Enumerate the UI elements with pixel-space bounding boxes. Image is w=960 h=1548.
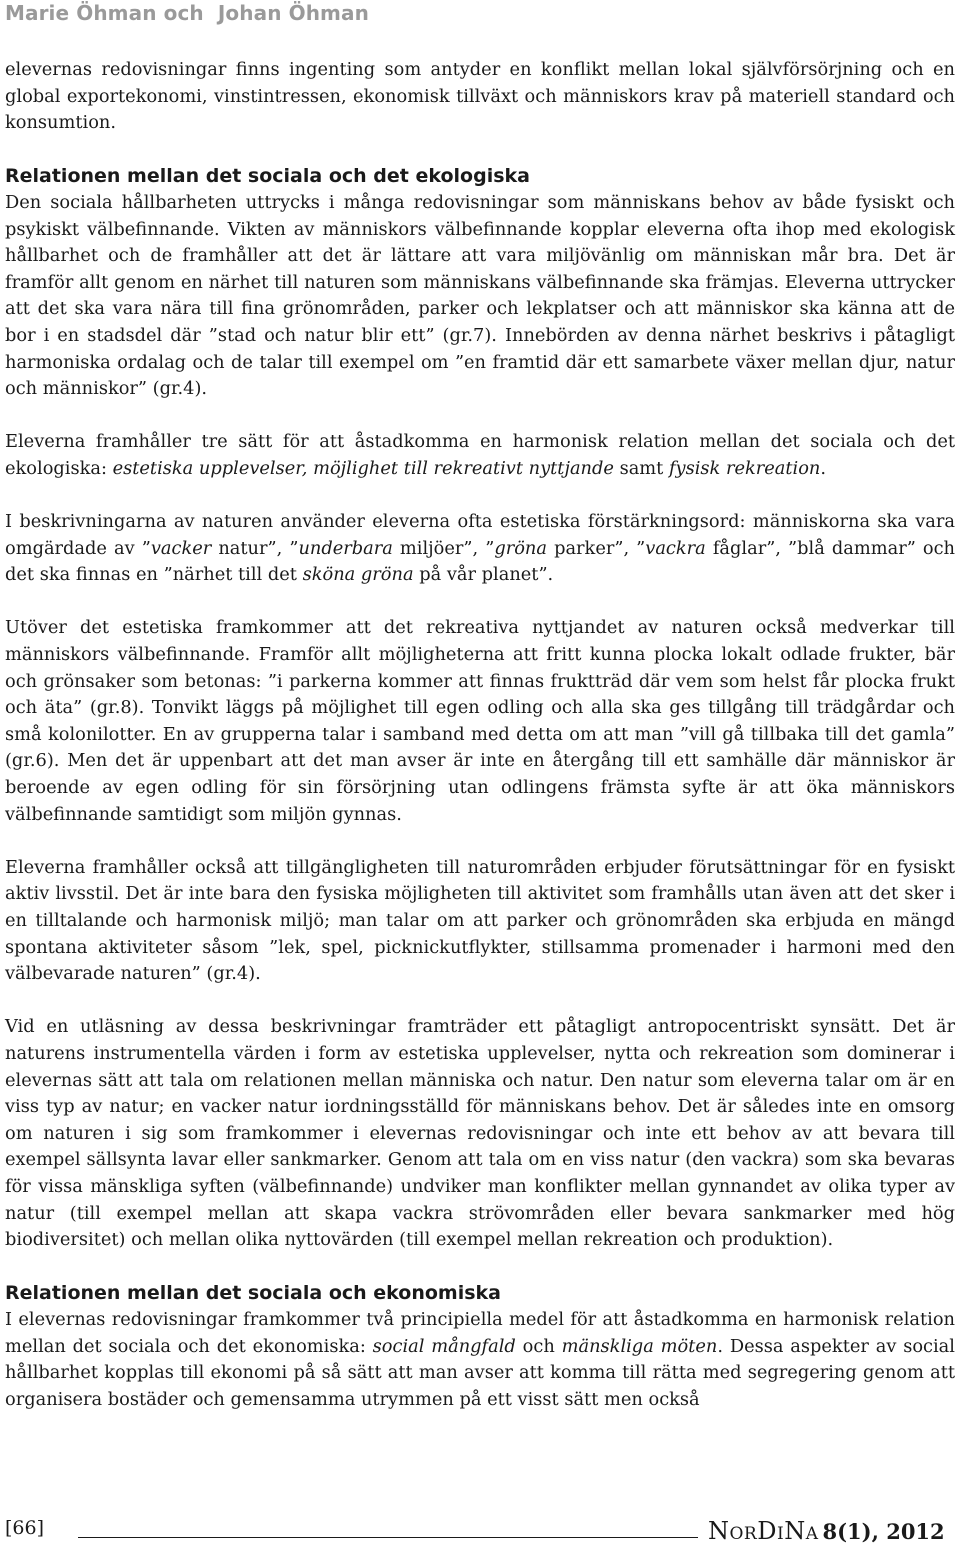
paragraph-anthropocentric-view: Vid en utläsning av dessa beskrivningar framträder ett påtagligt antropocentriskt synsätt. Det är naturens instrumentella värden i form av estetiska upplevelser, nytta och rekreation som dominerar i elevernas sätt att tala om relationen mellan människa och natur. Den natur som eleverna talar om är en viss typ av natur; en vacker natur iordningsställd för människans behov. Det är således inte en omsorg om naturen i sig som framkommer i elevernas redovisningar och inte ett behov av att bevara till exempel sällsynta lavar eller sankmarker. Genom att tala om en viss natur (den vackra) som ska bevaras för vissa mänskliga syften (välbefinnande) undviker man konflikter mellan gynnandet av olika typer av natur (till exempel mellan att skapa vackra strövområden eller bevara sankmarker med hög biodiversitet) och mellan olika nyttovärden (till exempel mellan rekreation och produktion). [5, 1016, 955, 1251]
emphasis-text: fysisk rekreation [668, 457, 821, 479]
text-run: natur”, ” [211, 537, 299, 559]
emphasis-text: mänskliga möten [561, 1335, 718, 1357]
text-run: på vår planet”. [413, 564, 554, 586]
paragraph-intro: elevernas redovisningar finns ingenting som antyder en konflikt mellan lokal självförsörjning och en global exportekonomi, vinstintressen, ekonomisk tillväxt och människors krav på materiell standard och konsumtion. [5, 59, 955, 134]
text-run: Eleverna framhåller tre sätt för att åstadkomma en harmonisk relation mellan det sociala och det ekologiska: [5, 431, 955, 479]
emphasis-text: gröna [494, 537, 547, 559]
section-heading-social-economic: Relationen mellan det sociala och ekonomiska [5, 1282, 501, 1305]
journal-name: NorDiNa [708, 1517, 819, 1545]
emphasis-text: vacker [150, 537, 212, 559]
paragraph-social-economic [5, 1307, 955, 1413]
text-run: fåglar”, ”blå dammar” och det ska finnas en ”närhet till det [5, 537, 955, 586]
paragraph-three-ways [5, 429, 955, 482]
emphasis-text: vackra [645, 537, 706, 559]
section-heading-social-ecological: Relationen mellan det sociala och det ekologiska [5, 165, 530, 188]
running-head-authors: Marie Öhman och Johan Öhman [5, 1, 369, 25]
text-run: och [515, 1335, 562, 1357]
article-body [5, 57, 955, 1413]
text-run: miljöer”, ” [392, 537, 495, 559]
text-run: . [820, 457, 827, 479]
paragraph-aesthetic-words [5, 509, 955, 589]
journal-issue: 8(1), 2012 [822, 1519, 945, 1544]
text-run: I elevernas redovisningar framkommer två principiella medel för att åstadkomma en harmonisk relation mellan det sociala och det ekonomiska: [5, 1308, 955, 1357]
paragraph-physical-recreation: Eleverna framhåller också att tillgängligheten till naturområden erbjuder förutsättningar för en fysiskt aktiv livsstil. Det är inte bara den fysiska möjligheten till aktivitet som framhålls utan även att det sker i en tilltalande och harmonisk miljö; man talar om att parker och grönområden ska erbjuda en mängd spontana aktiviteter såsom ”lek, spel, picknickutflykter, stillsamma promenader i harmoni med den välbevarade naturen” (gr.4). [5, 856, 955, 985]
footer-divider [78, 1537, 698, 1538]
text-run: I beskrivningarna av naturen använder eleverna ofta estetiska förstärkningsord: människorna ska vara omgärdade av ” [5, 511, 955, 559]
emphasis-text: estetiska upplevelser, möjlighet till rekreativt nyttjande [112, 457, 614, 479]
emphasis-text: underbara [298, 537, 393, 559]
emphasis-text: social mångfald [372, 1335, 516, 1357]
journal-info [708, 1517, 945, 1545]
emphasis-text: sköna gröna [302, 564, 414, 586]
text-run: samt [613, 457, 669, 479]
text-run: . Dessa aspekter av social hållbarhet kopplas till ekonomi på så sätt att man avser att komma till rätta med segregering genom att organisera bostäder och gemensamma utrymmen på ett visst sätt men också [5, 1335, 955, 1410]
paragraph-recreational-use: Utöver det estetiska framkommer att det rekreativa nyttjandet av naturen också medverkar till människors välbefinnande. Framför allt möjligheterna att fritt kunna plocka lokalt odlade frukter, bär och grönsaker som betonas: ”i parkerna kommer att finnas fruktträd där vem som helst får plocka frukt och äta” (gr.8). Tonvikt läggs på möjlighet till egen odling och alla ska ges tillgång till trädgårdar och små kolonilotter. En av grupperna talar i samband med detta om att man ”vill gå tillbaka till det gamla” (gr.6). Men det är uppenbart att det man avser är inte en återgång till ett samhälle där människor är beroende av egen odling för sin försörjning utan odlingens främsta syfte är att öka människors välbefinnande samtidigt som miljön gynnas. [5, 617, 955, 825]
page-number: [66] [5, 1517, 45, 1539]
text-run: parker”, ” [546, 537, 646, 559]
paragraph-social-sustainability: Den sociala hållbarheten uttrycks i många redovisningar som människans behov av både fysiskt och psykiskt välbefinnande. Vikten av människors välbefinnande kopplar eleverna ofta ihop med ekologisk hållbarhet och de framhåller att det är lättare att vara miljövänlig om människan mår bra. Det är framför allt genom en närhet till naturen som människans välbefinnande ska främjas. Eleverna uttrycker att det ska vara nära till fina grönområden, parker och lekplatser och att människor ska känna att de bor i en stadsdel där ”stad och natur blir ett” (gr.7). Innebörden av denna närhet beskrivs i påtagligt harmoniska ordalag och de talar till exempel om ”en framtid där ett samarbete växer mellan djur, natur och människor” (gr.4). [5, 191, 955, 400]
page-footer [0, 1515, 960, 1548]
